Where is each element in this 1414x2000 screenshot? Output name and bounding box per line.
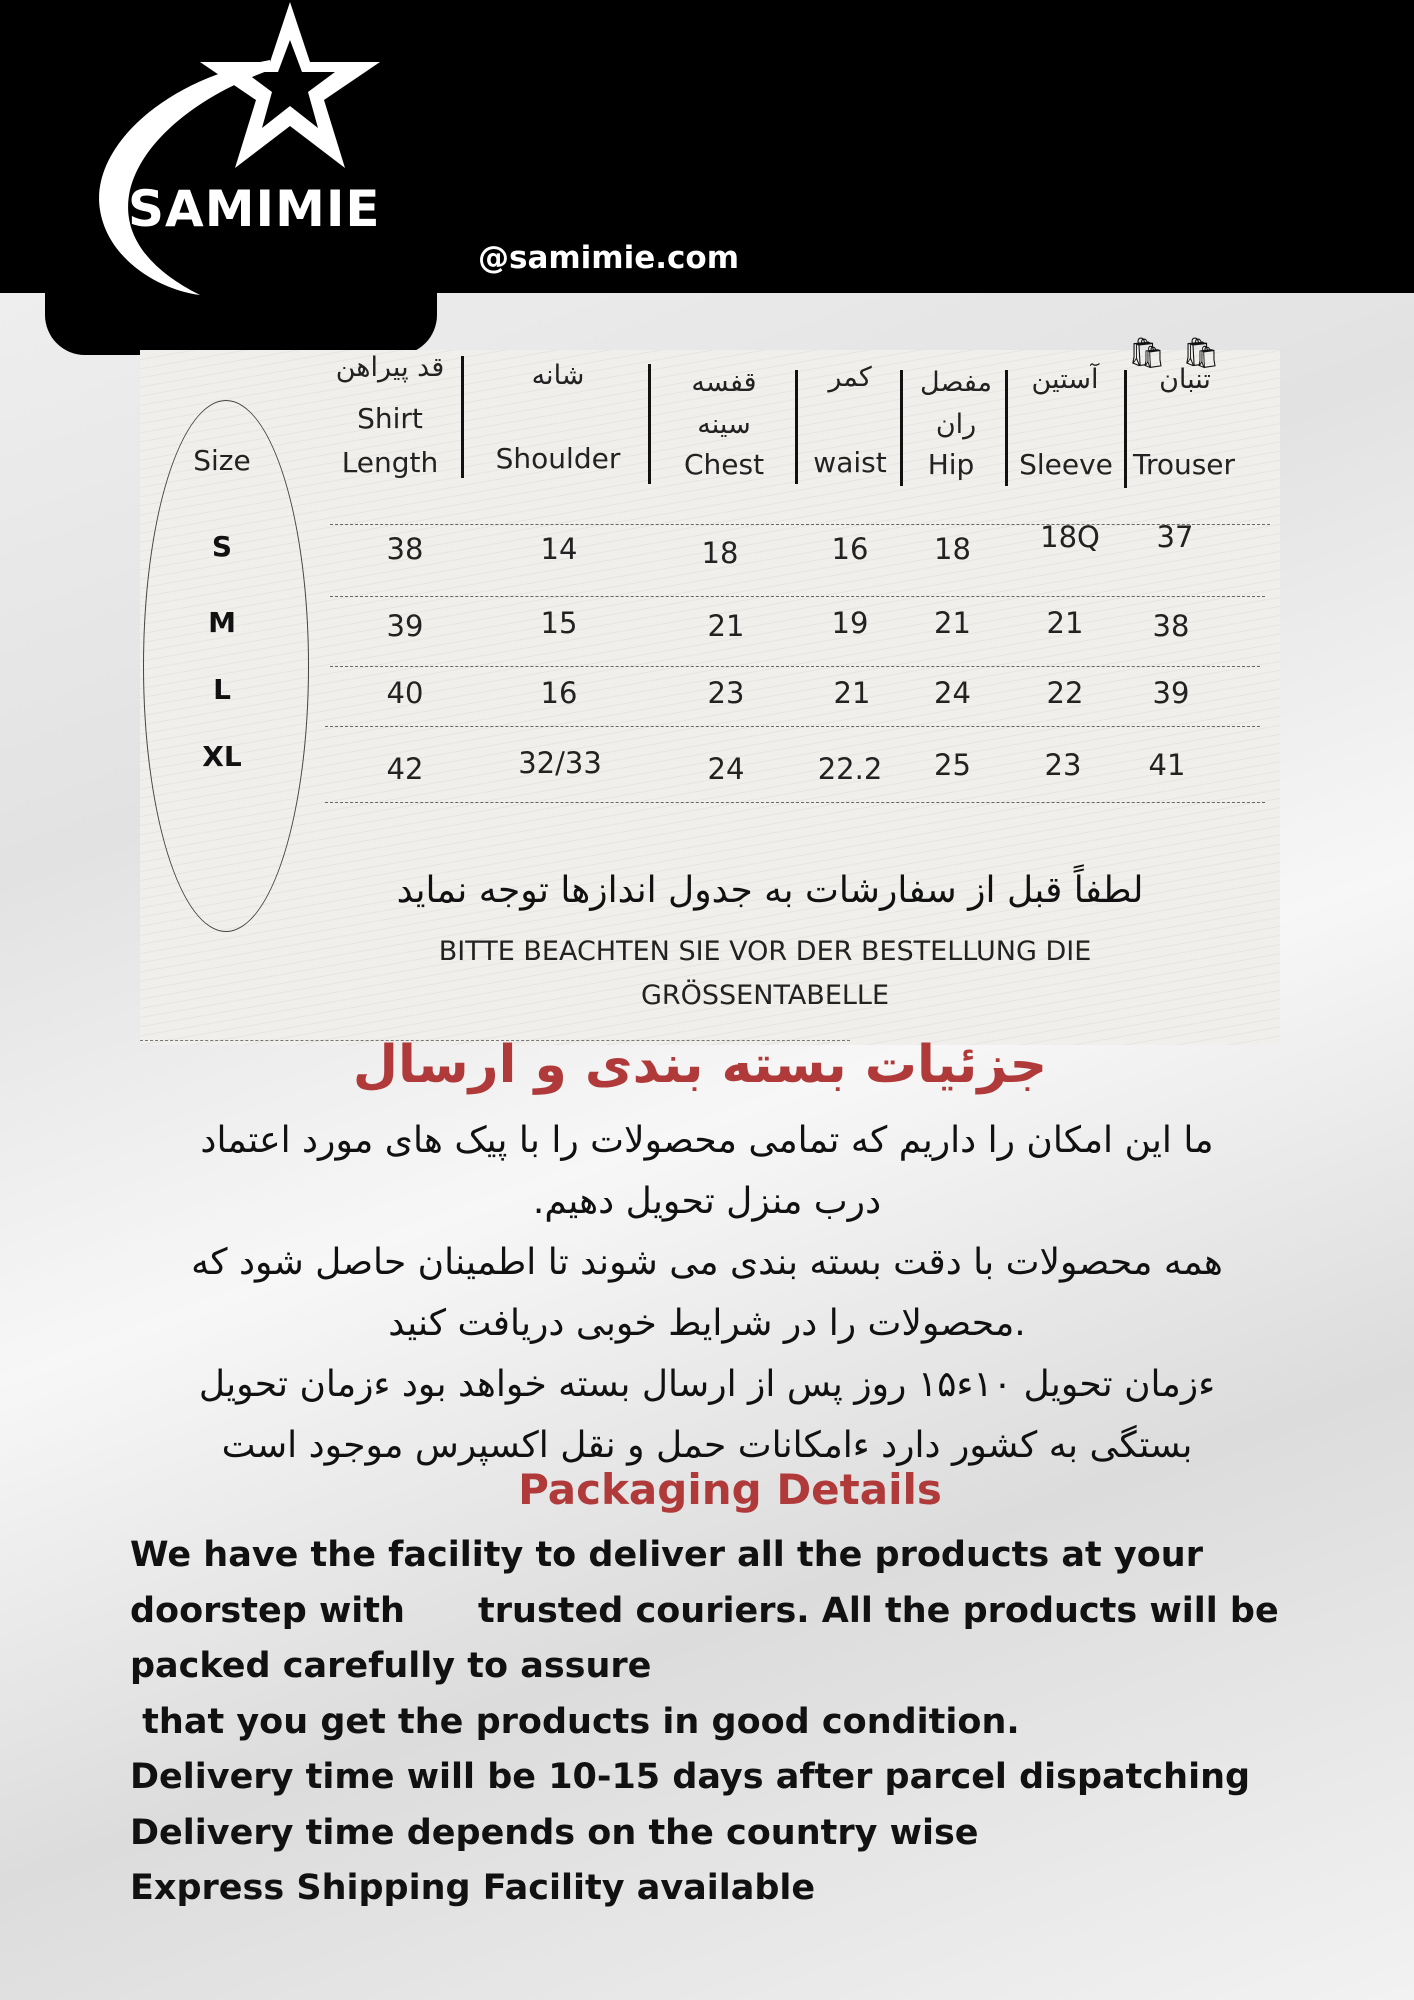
size-cell: S: [211, 530, 233, 563]
table-cell: 37: [1156, 520, 1194, 554]
size-label: Size: [193, 444, 251, 477]
packaging-text-en: [130, 1528, 1360, 1917]
table-cell: 24: [707, 752, 745, 786]
shopping-bag-icon: 🛍: [1128, 336, 1167, 371]
shopping-bag-icon: 🛍: [1182, 336, 1221, 371]
table-cell: 18: [701, 536, 739, 570]
table-cell: 23: [707, 676, 745, 710]
column-divider: [461, 356, 464, 478]
column-divider: [648, 364, 651, 484]
table-cell: 41: [1148, 748, 1186, 782]
table-cell: 24: [934, 676, 971, 710]
paragraph-line: packed carefully to assure: [130, 1646, 652, 1686]
table-cell: 39: [386, 609, 424, 643]
table-cell: 15: [540, 606, 578, 640]
row-divider: [325, 726, 1260, 727]
table-cell: 40: [386, 676, 424, 710]
row-divider: [330, 666, 1260, 667]
table-cell: 22: [1046, 676, 1084, 710]
brand-name: SAMIMIE: [128, 180, 381, 238]
paragraph-line: Delivery time will be 10-15 days after parcel dispatching: [130, 1757, 1251, 1797]
table-cell: 21: [707, 609, 745, 643]
packaging-title-en: Packaging Details: [518, 1465, 942, 1514]
table-cell: 14: [540, 532, 578, 566]
row-divider: [330, 596, 1265, 597]
brand-handle: @samimie.com: [478, 240, 740, 276]
packaging-title-fa: جزئیات بسته بندی و ارسال: [352, 1035, 1048, 1095]
table-cell: 39: [1152, 676, 1190, 710]
table-cell: 21: [1046, 606, 1084, 640]
size-chart-note-fa: لطفاً قبل از سفارشات به جدول اندازها توجه نماید: [396, 870, 1144, 911]
column-divider: [795, 370, 798, 484]
table-cell: 16: [831, 532, 869, 566]
table-cell: 42: [386, 752, 424, 786]
table-cell: 18: [934, 532, 971, 566]
table-cell: 25: [934, 748, 971, 782]
table-cell: 38: [386, 532, 424, 566]
paragraph-line: Delivery time depends on the country wise: [130, 1812, 979, 1853]
column-divider: [900, 370, 903, 486]
table-cell: 16: [540, 676, 578, 710]
paragraph-line: درب منزل تحویل دهیم.: [532, 1181, 882, 1222]
size-chart-note-de: BITTE BEACHTEN SIE VOR DER BESTELLUNG DIE GRÖSSENTABELLE: [438, 936, 1092, 1011]
row-divider: [325, 802, 1265, 803]
paragraph-line: We have the facility to deliver all the products at your: [130, 1535, 1203, 1575]
paragraph-line: ما این امکان را داریم که تمامی محصولات را با پیک های مورد اعتماد: [200, 1120, 1214, 1161]
table-cell: 19: [831, 606, 869, 640]
paragraph-line: Express Shipping Facility available: [130, 1868, 816, 1908]
paragraph-line: .محصولات را در شرایط خوبی دریافت کنید: [388, 1303, 1026, 1344]
table-cell: 23: [1044, 748, 1082, 782]
row-divider: [330, 524, 1270, 525]
table-cell: 38: [1152, 609, 1190, 643]
table-cell: 22.2: [817, 752, 883, 786]
table-cell: 18Q: [1040, 520, 1100, 554]
paragraph-line: ءزمان تحویل ۱۰ء۱۵ روز پس از ارسال بسته خواهد بود ءزمان تحویل: [198, 1364, 1216, 1405]
table-cell: 21: [833, 676, 871, 710]
packaging-text-fa: [80, 1110, 1334, 1476]
table-cell: 32/33: [518, 746, 602, 780]
paragraph-line: that you get the products in good condition.: [130, 1701, 1020, 1742]
paragraph-line: بستگی به کشور دارد ءامکانات حمل و نقل اکسپرس موجود است: [221, 1425, 1193, 1466]
paragraph-line: doorstep with trusted couriers. All the products will be: [130, 1590, 1279, 1631]
star-logo-icon: [70, 0, 410, 300]
paragraph-line: همه محصولات با دقت بسته بندی می شوند تا اطمینان حاصل شود که: [191, 1242, 1223, 1283]
size-cell: XL: [202, 740, 242, 773]
table-cell: 21: [934, 606, 971, 640]
size-cell: M: [208, 606, 236, 639]
size-cell: L: [213, 673, 231, 706]
